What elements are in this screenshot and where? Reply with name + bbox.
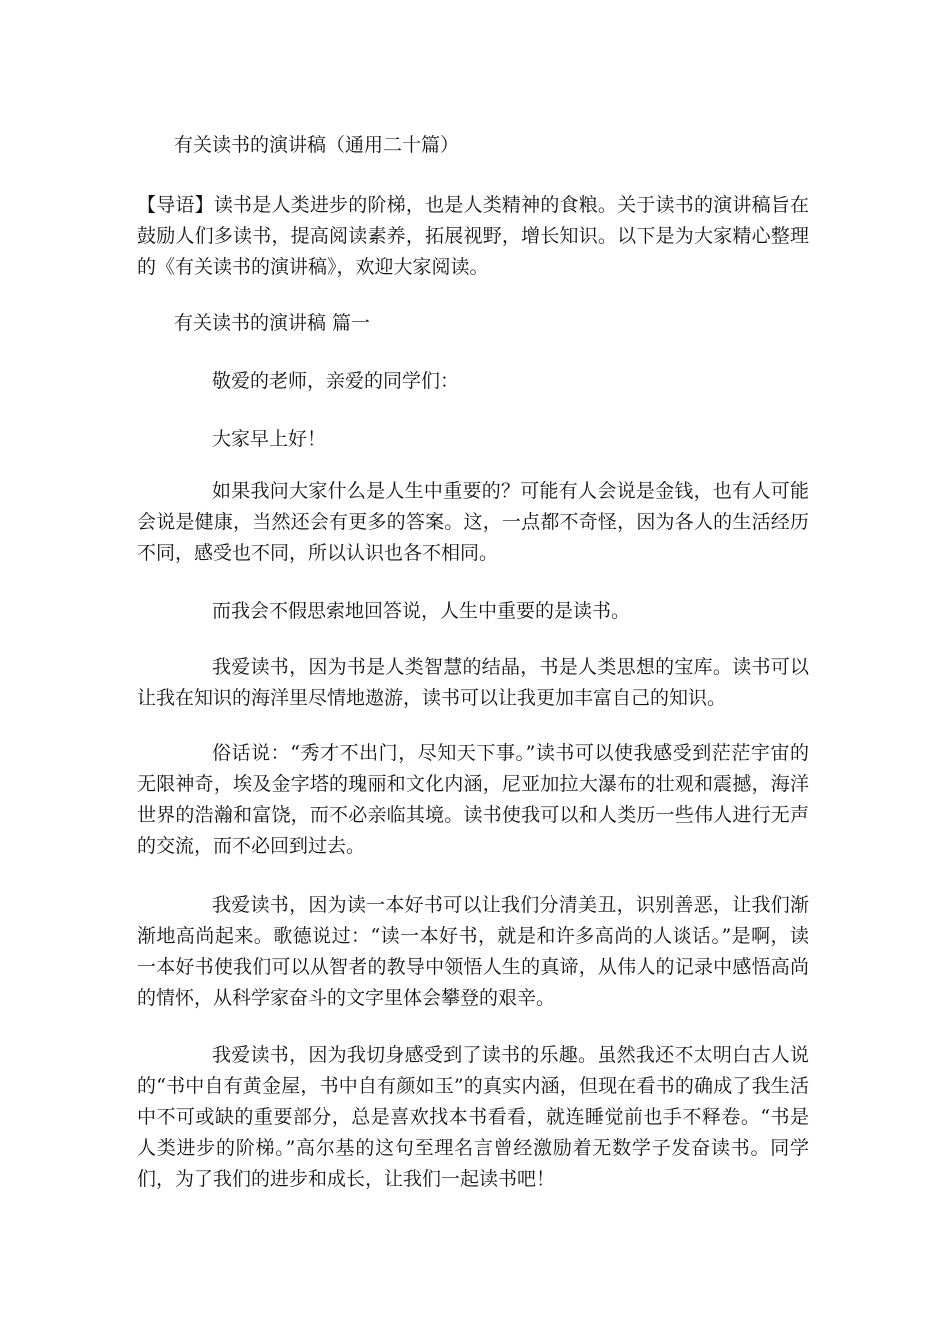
intro-paragraph: 【导语】读书是人类进步的阶梯，也是人类精神的食粮。关于读书的演讲稿旨在鼓励人们多读书，提高阅读素养，拓展视野，增长知识。以下是为大家精心整理的《有关读书的演讲稿》，欢迎大家阅读。 (137, 194, 809, 278)
body-paragraph: 如果我问大家什么是人生中重要的？可能有人会说是金钱，也有人可能会说是健康，当然还会有更多的答案。这，一点都不奇怪，因为各人的生活经历不同，感受也不同，所以认识也各不相同。 (137, 480, 809, 564)
body-paragraph: 我爱读书，因为我切身感受到了读书的乐趣。虽然我还不太明白古人说的“书中自有黄金屋，书中自有颜如玉”的真实内涵，但现在看书的确成了我生活中不可或缺的重要部分，总是喜欢找本书看看，就连睡觉前也手不释卷。“书是人类进步的阶梯。”高尔基的这句至理名言曾经激励着无数学子发奋读书。同学们，为了我们的进步和成长，让我们一起读书吧！ (137, 1044, 809, 1190)
body-paragraph: 俗话说：“秀才不出门，尽知天下事。”读书可以使我感受到茫茫宇宙的无限神奇，埃及金字塔的瑰丽和文化内涵，尼亚加拉大瀑布的壮观和震撼，海洋世界的浩瀚和富饶，而不必亲临其境。读书使我可以和人类历一些伟人进行无声的交流，而不必回到过去。 (137, 742, 809, 857)
body-paragraph: 我爱读书，因为书是人类智慧的结晶，书是人类思想的宝库。读书可以让我在知识的海洋里尽情地遨游，读书可以让我更加丰富自己的知识。 (137, 656, 809, 709)
document-title: 有关读书的演讲稿（通用二十篇） (174, 134, 460, 156)
salutation: 敬爱的老师，亲爱的同学们： (212, 370, 460, 392)
body-paragraph: 而我会不假思索地回答说，人生中重要的是读书。 (212, 600, 631, 622)
body-paragraph: 我爱读书，因为读一本好书可以让我们分清美丑，识别善恶，让我们渐渐地高尚起来。歌德说过：“读一本好书，就是和许多高尚的人谈话。”是啊，读一本好书使我们可以从智者的教导中领悟人生的真谛，从伟人的记录中感悟高尚的情怀，从科学家奋斗的文字里体会攀登的艰辛。 (137, 894, 809, 1009)
section-heading: 有关读书的演讲稿 篇一 (174, 312, 371, 334)
greeting: 大家早上好！ (212, 428, 327, 450)
